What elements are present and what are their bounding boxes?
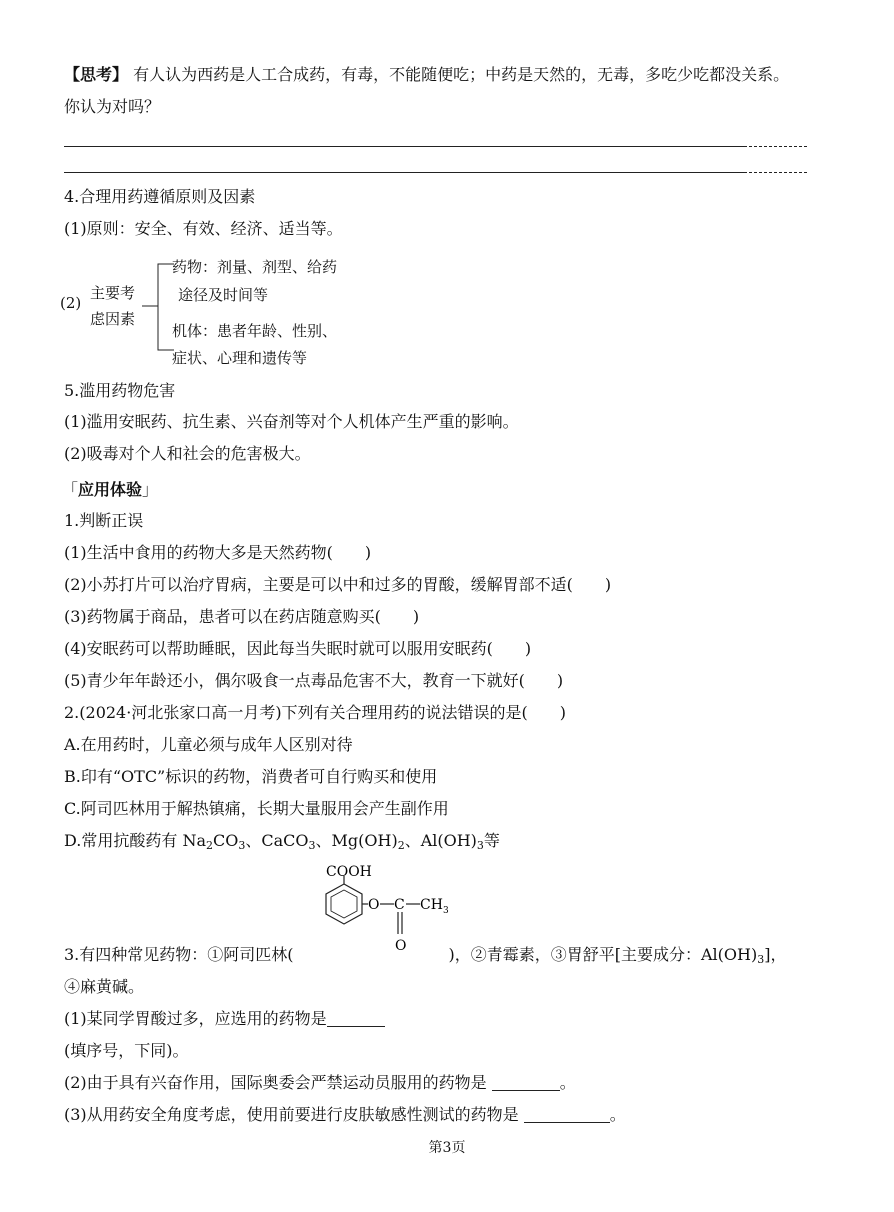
q3-sub-3-text: (3)从用药安全角度考虑，使用前要进行皮肤敏感性测试的药物是 <box>64 1105 519 1124</box>
formula-aloh: 、Al(OH) <box>404 831 477 850</box>
q3-stem-suffix: ]， <box>764 945 787 964</box>
struct-c: C <box>394 897 405 913</box>
q1-item-3: (3)药物属于商品，患者可以在药店随意购买( ) <box>64 607 420 626</box>
struct-ch-sub: 3 <box>443 906 449 916</box>
q1-item-4: (4)安眠药可以帮助睡眠，因此每当失眠时就可以服用安眠药( ) <box>64 639 532 658</box>
q3-sub-2-blank[interactable] <box>492 1074 560 1091</box>
formula-mgoh-sub: 2 <box>397 839 405 852</box>
section5-heading: 5.滥用药物危害 <box>64 381 176 400</box>
struct-ch: CH <box>420 897 443 913</box>
struct-o: O <box>368 897 380 913</box>
q3-sub-2-text: (2)由于具有兴奋作用，国际奥委会严禁运动员服用的药物是 <box>64 1073 487 1092</box>
answer-rule-2-dash <box>744 172 807 173</box>
q2-stem: 2.(2024·河北张家口高一月考)下列有关合理用药的说法错误的是( ) <box>64 703 567 722</box>
answer-rule-1 <box>64 146 744 147</box>
q2-option-a: A.在用药时，儿童必须与成年人区别对待 <box>64 735 353 754</box>
think-line-2: 你认为对吗？ <box>64 97 161 116</box>
drug-factor-line-2: 途径及时间等 <box>178 286 269 304</box>
apply-open-bracket: 「 <box>62 480 79 499</box>
factors-label-1: 主要考 <box>90 284 136 302</box>
body-factor-line-1: 机体：患者年龄、性别、 <box>172 322 338 340</box>
body-factor-line-2: 症状、心理和遗传等 <box>172 349 308 367</box>
q3-stem <box>64 944 786 966</box>
q3-sub-3-blank[interactable] <box>524 1106 610 1123</box>
formula-na-sub: 2 <box>205 839 213 852</box>
section5-item-1: (1)滥用安眠药、抗生素、兴奋剂等对个人机体产生严重的影响。 <box>64 412 519 431</box>
q3-sub-1 <box>64 1008 385 1030</box>
q3-sub-3-end: 。 <box>609 1105 626 1124</box>
apply-section-tag <box>62 477 158 500</box>
drug-factor-line-1: 药物：剂量、剂型、给药 <box>172 258 338 276</box>
factors-label-2: 虑因素 <box>90 310 136 328</box>
q3-stem-line-2: ④麻黄碱。 <box>64 977 145 996</box>
q1-item-5: (5)青少年年龄还小，偶尔吸食一点毒品危害不大，教育一下就好( ) <box>64 671 564 690</box>
q3-stem-sub: 3 <box>757 953 765 966</box>
struct-o-carbonyl: O <box>395 938 407 954</box>
factors-diagram <box>60 252 360 370</box>
q3-sub-1-blank[interactable] <box>327 1010 385 1027</box>
formula-mgoh: 、Mg(OH) <box>315 831 398 850</box>
q3-sub-3 <box>64 1104 626 1126</box>
q3-sub-1-cont: (填序号，下同)。 <box>64 1041 189 1060</box>
apply-close-bracket: 」 <box>142 480 159 499</box>
q2-option-d-prefix: D.常用抗酸药有 <box>64 831 183 850</box>
q2-option-d <box>64 830 500 852</box>
q1-heading: 1.判断正误 <box>64 511 144 530</box>
formula-caco: 、CaCO <box>245 831 309 850</box>
think-line-1 <box>64 64 789 86</box>
factors-num: (2) <box>60 294 82 312</box>
formula-na: Na <box>182 831 206 850</box>
section5-item-2: (2)吸毒对个人和社会的危害极大。 <box>64 444 311 463</box>
q1-item-2: (2)小苏打片可以治疗胃病，主要是可以中和过多的胃酸，缓解胃部不适( ) <box>64 575 612 594</box>
q3-sub-1-text: (1)某同学胃酸过多，应选用的药物是 <box>64 1009 327 1028</box>
q2-option-b: B.印有“OTC”标识的药物，消费者可自行购买和使用 <box>64 767 438 786</box>
formula-co: CO <box>212 831 239 850</box>
answer-rule-1-dash <box>744 146 807 147</box>
q3-stem-mid: )，②青霉素，③胃舒平[主要成分：Al(OH) <box>448 945 758 964</box>
q3-sub-2 <box>64 1072 576 1094</box>
formula-aloh-sub: 3 <box>476 839 484 852</box>
q3-stem-prefix: 3.有四种常见药物：①阿司匹林( <box>64 945 294 964</box>
answer-rule-2 <box>64 172 744 173</box>
formula-caco-sub: 3 <box>308 839 316 852</box>
formula-co-sub: 3 <box>238 839 246 852</box>
q2-option-c: C.阿司匹林用于解热镇痛，长期大量服用会产生副作用 <box>64 799 449 818</box>
q2-option-d-suffix: 等 <box>483 831 500 850</box>
think-tag: 【思考】 <box>64 65 129 84</box>
apply-label: 应用体验 <box>78 480 143 499</box>
think-text-1: 有人认为西药是人工合成药，有毒，不能随便吃；中药是天然的，无毒，多吃少吃都没关系。 <box>133 65 790 84</box>
section4-heading: 4.合理用药遵循原则及因素 <box>64 187 256 206</box>
struct-cooh: COOH <box>326 864 372 880</box>
q1-item-1: (1)生活中食用的药物大多是天然药物( ) <box>64 543 372 562</box>
page-number: 第3页 <box>428 1140 466 1156</box>
q3-sub-2-end: 。 <box>559 1073 576 1092</box>
section4-principle: (1)原则：安全、有效、经济、适当等。 <box>64 219 343 238</box>
